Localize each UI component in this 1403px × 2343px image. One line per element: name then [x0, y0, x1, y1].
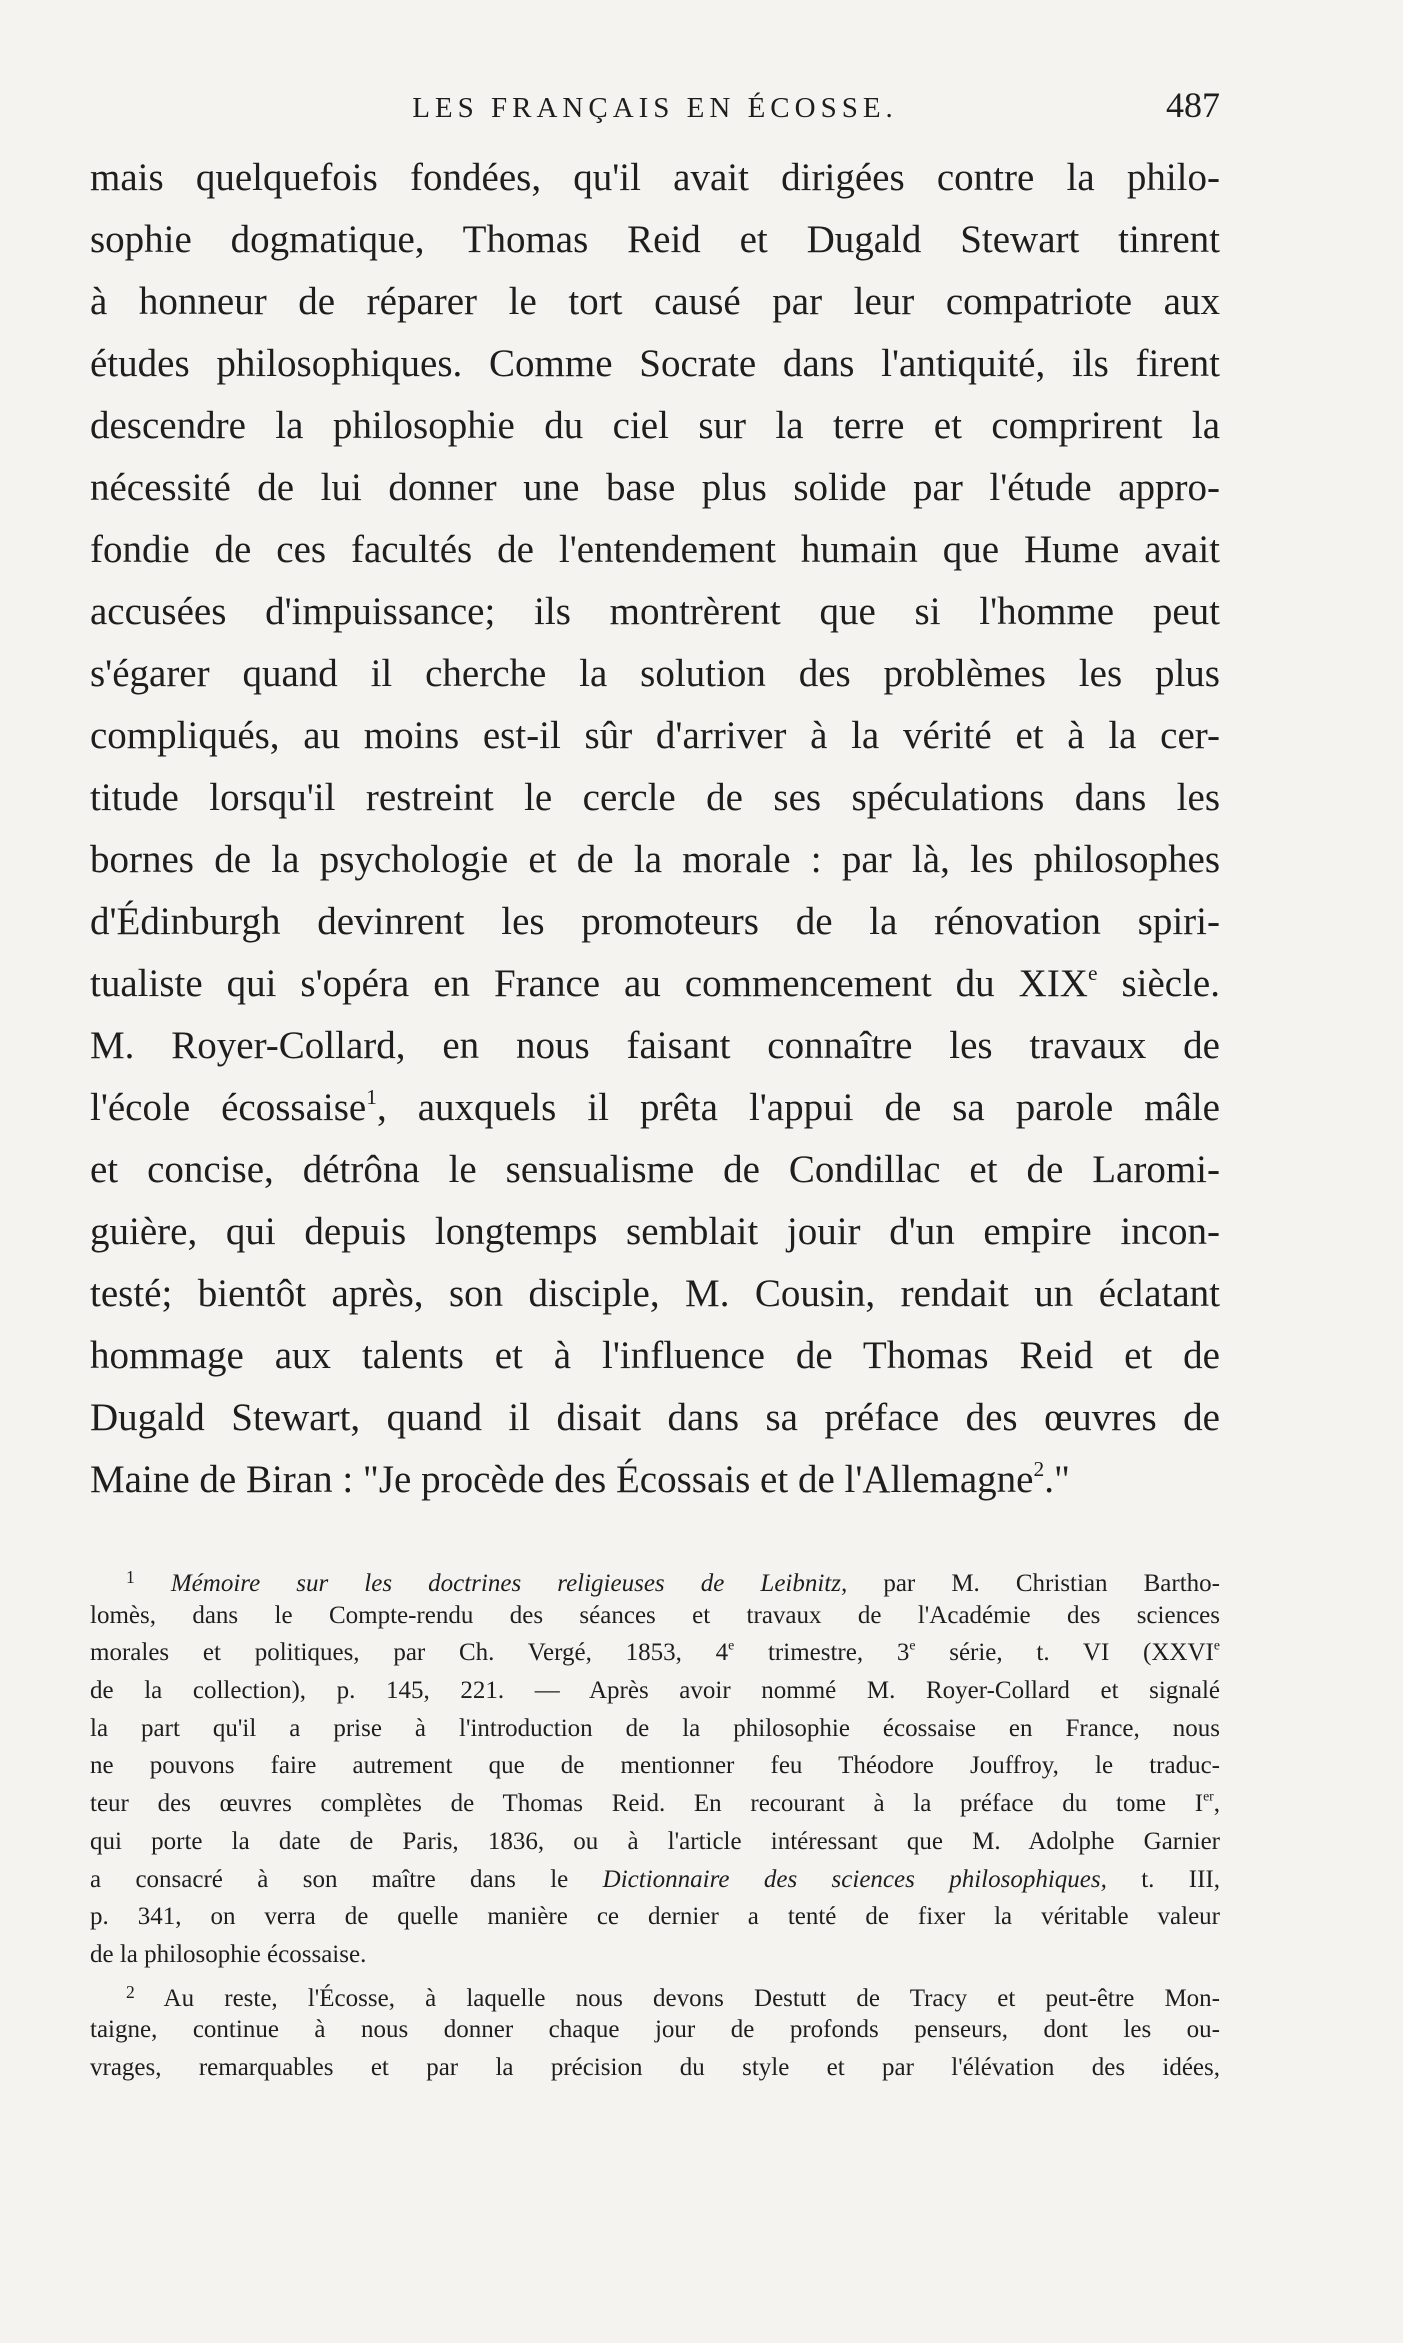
footnote-line: de la collection), p. 145, 221. — Après avoir nommé M. Royer-Collard et signalé — [90, 1677, 1220, 1705]
footnote-text: série, t. VI (XXVI — [915, 1639, 1214, 1667]
footnote-ref-2[interactable]: 2 — [1033, 1456, 1045, 1481]
body-line: testé; bientôt après, son disciple, M. Cousin, rendait un éclatant — [90, 1272, 1220, 1315]
footnote-title: Mémoire sur les doctrines religieuses de Leibnitz, — [170, 1569, 848, 1597]
footnote-line: taigne, continue à nous donner chaque jour de profonds penseurs, dont les ou- — [90, 2016, 1220, 2044]
footnote-line — [90, 1861, 1220, 1899]
footnote-ref-1[interactable]: 1 — [366, 1084, 377, 1109]
body-line: accusées d'impuissance; ils montrèrent que si l'homme peut — [90, 590, 1220, 633]
footnote-line: p. 341, on verra de quelle manière ce dernier a tenté de fixer la véritable valeur — [90, 1903, 1220, 1931]
footnote-text: t. III, — [1106, 1865, 1220, 1893]
body-line: titude lorsqu'il restreint le cercle de ses spéculations dans les — [90, 776, 1220, 819]
superscript: e — [909, 1638, 916, 1654]
footnote-text: Au reste, l'Écosse, à laquelle nous devons Destutt de Tracy et peut-être Mon- — [134, 1984, 1220, 2012]
footnote-line: vrages, remarquables et par la précision du style et par l'élévation des idées, — [90, 2053, 1220, 2081]
footnotes — [90, 1559, 1220, 2087]
body-line — [90, 1077, 1220, 1139]
body-line: Dugald Stewart, quand il disait dans sa préface des œuvres de — [90, 1396, 1220, 1439]
body-line: guière, qui depuis longtemps semblait jouir d'un empire incon- — [90, 1210, 1220, 1253]
body-line-text: , auxquels il prêta l'appui de sa parole mâle — [376, 1086, 1220, 1129]
superscript: e — [1087, 960, 1098, 985]
body-line: études philosophiques. Comme Socrate dans l'antiquité, ils firent — [90, 342, 1220, 385]
body-line-text: ." — [1044, 1458, 1070, 1501]
footnote-line — [90, 1785, 1220, 1823]
footnote-text: , — [1213, 1790, 1220, 1818]
body-line: d'Édinburgh devinrent les promoteurs de la rénovation spiri- — [90, 900, 1220, 943]
body-line: et concise, détrôna le sensualisme de Condillac et de Laromi- — [90, 1148, 1220, 1191]
footnote-line: ne pouvons faire autrement que de mentionner feu Théodore Jouffroy, le traduc- — [90, 1752, 1220, 1780]
superscript: er — [1203, 1788, 1214, 1804]
footnote-line: lomès, dans le Compte-rendu des séances et travaux de l'Académie des sciences — [90, 1601, 1220, 1629]
footnote-text: par M. Christian Bartho- — [847, 1569, 1220, 1597]
body-line: sophie dogmatique, Thomas Reid et Dugald Stewart tinrent — [90, 218, 1220, 261]
footnote-2 — [90, 1974, 1220, 2087]
body-line: descendre la philosophie du ciel sur la terre et comprirent la — [90, 404, 1220, 447]
footnote-line: la part qu'il a prise à l'introduction de la philosophie écossaise en France, nous — [90, 1714, 1220, 1742]
footnote-line — [90, 1559, 1220, 1597]
body-line: mais quelquefois fondées, qu'il avait dirigées contre la philo- — [90, 156, 1220, 199]
running-title: LES FRANÇAIS EN ÉCOSSE. — [412, 92, 898, 124]
footnote-line — [90, 1634, 1220, 1672]
body-line: M. Royer-Collard, en nous faisant connaître les travaux de — [90, 1024, 1220, 1067]
footnote-line: qui porte la date de Paris, 1836, ou à l'article intéressant que M. Adolphe Garnier — [90, 1827, 1220, 1855]
body-line: s'égarer quand il cherche la solution des problèmes les plus — [90, 652, 1220, 695]
footnote-marker: 1 — [126, 1567, 135, 1587]
body-line-text: siècle. — [1097, 962, 1220, 1005]
running-header — [90, 80, 1220, 136]
page-number: 487 — [1166, 85, 1220, 125]
superscript: e — [728, 1638, 735, 1654]
footnote-text: teur des œuvres complètes de Thomas Reid. En recourant à la préface du tome I — [90, 1790, 1204, 1818]
footnote-text: morales et politiques, par Ch. Vergé, 1853, 4 — [90, 1639, 729, 1667]
body-line-text: tualiste qui s'opéra en France au commencement du XIX — [90, 962, 1088, 1005]
body-line: compliqués, au moins est-il sûr d'arriver à la vérité et à la cer- — [90, 714, 1220, 757]
body-line: hommage aux talents et à l'influence de Thomas Reid et de — [90, 1334, 1220, 1377]
body-line: nécessité de lui donner une base plus solide par l'étude appro- — [90, 466, 1220, 509]
superscript: e — [1213, 1638, 1220, 1654]
footnote-marker: 2 — [126, 1981, 135, 2002]
body-line — [90, 1449, 1220, 1511]
body-line-text: l'école écossaise — [90, 1086, 367, 1129]
body-line: à honneur de réparer le tort causé par leur compatriote aux — [90, 280, 1220, 323]
footnote-text: a consacré à son maître dans le — [90, 1865, 603, 1893]
footnote-1 — [90, 1559, 1220, 1974]
body-line: bornes de la psychologie et de la morale : par là, les philosophes — [90, 838, 1220, 881]
body-line — [90, 953, 1220, 1015]
body-text — [90, 147, 1220, 1511]
footnote-line: de la philosophie écossaise. — [90, 1940, 367, 1968]
footnote-line — [90, 1974, 1220, 2012]
body-line-text: Maine de Biran : "Je procède des Écossais et de l'Allemagne — [90, 1458, 1034, 1501]
footnote-text: trimestre, 3 — [734, 1639, 910, 1667]
body-line: fondie de ces facultés de l'entendement humain que Hume avait — [90, 528, 1220, 571]
footnote-title: Dictionnaire des sciences philosophiques, — [602, 1865, 1107, 1893]
